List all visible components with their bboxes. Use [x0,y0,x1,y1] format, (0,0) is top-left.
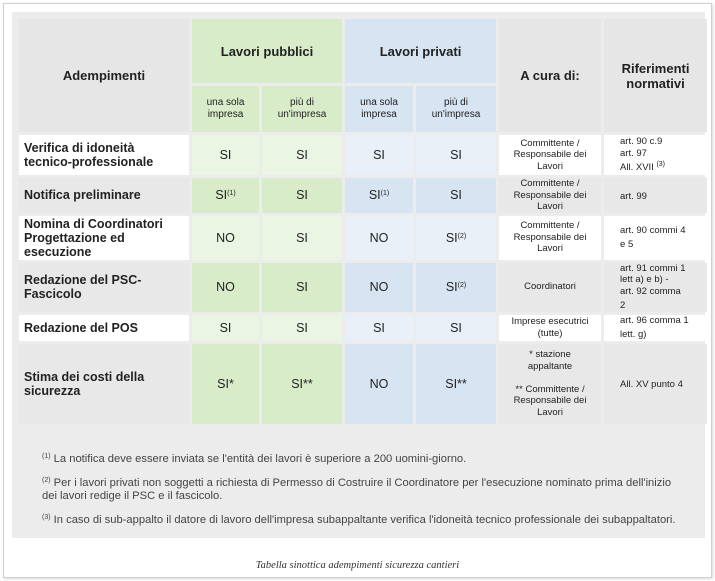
cell-priv-piu-di-una: SI$^{(2)}$ [416,216,496,260]
cell-riferimenti: art. 99 [604,178,707,213]
footnote-text: In caso di sub-appalto il datore di lavoro dell'impresa subappaltante verifica l'idoneità tecnico professionale dei subappaltatori. [53,513,676,526]
footnote-text: La notifica deve essere inviata se l'entità dei lavori è superiore a 200 uomini-giorno. [53,453,467,465]
cell-riferimenti: art. 91 commi 1 lett a) e b) - art. 92 comma 2 [604,263,707,312]
cell-a-cura-di: Imprese esecutrici (tutte) [499,315,601,341]
cell-a-cura-di: Coordinatori [499,263,601,312]
row-label: Redazione del PSC- Fascicolo [19,263,189,312]
table-row [19,263,707,312]
cell-priv-una-sola: NO [345,344,413,424]
cell-pub-una-sola: SI* [192,344,259,424]
cell-riferimenti: All. XV punto 4 [604,344,707,424]
cell-pub-piu-di-una: SI [262,315,342,341]
cell-pub-una-sola: NO [192,263,259,312]
footnote [42,474,682,504]
cell-priv-una-sola: NO [345,263,413,312]
footnote-ref: (1) [380,190,390,198]
subheader-priv-piu-di-una: più di un'impresa [416,86,496,132]
footnote-number: (1) [42,453,51,460]
cell-pub-piu-di-una: SI** [262,344,342,424]
cell-a-cura-di: Committente / Responsabile dei Lavori [499,135,601,175]
footnote-text: Per i lavori privati non soggetti a richiesta di Permesso di Costruire il Coordinatore per l'esecuzione nominato prima dell'inizio dei lavori redige il PSC e il fascicolo. [42,476,672,502]
cell-priv-piu-di-una: SI [416,178,496,213]
footnote-ref: (1) [227,190,236,198]
cell-a-cura-di: * stazione appaltante ** Committente / Responsabile dei Lavori [499,344,601,424]
cell-pub-piu-di-una: SI [262,178,342,213]
header-lavori-privati: Lavori privati [345,19,496,83]
header-riferimenti-normativi [604,19,707,132]
header-riferimenti-line2: normativi [626,75,685,91]
cell-riferimenti: art. 90 c.9 art. 97 All. XVII $^{(3)}$ [604,135,707,175]
footnote-ref: (2) [457,232,467,240]
cell-priv-piu-di-una: SI$^{(2)}$ [416,263,496,312]
cell-riferimenti: art. 90 commi 4 e 5 [604,216,707,260]
header-riferimenti-line1: Riferimenti [621,60,690,76]
cell-pub-piu-di-una: SI [262,216,342,260]
header-adempimenti: Adempimenti [19,19,189,132]
cell-pub-una-sola: SI [192,135,259,175]
cell-priv-una-sola: SI [345,135,413,175]
cell-pub-una-sola: SI$^{(1)}$ [192,178,259,213]
row-label: Stima dei costi della sicurezza [19,344,189,424]
cell-priv-piu-di-una: SI** [416,344,496,424]
header-lavori-pubblici: Lavori pubblici [192,19,342,83]
table-row [19,216,707,260]
figure-frame [3,3,712,578]
table-row [19,344,707,424]
cell-priv-piu-di-una: SI [416,135,496,175]
subheader-pub-piu-di-una: più di un'impresa [262,86,342,132]
table-caption: Tabella sinottica adempimenti sicurezza cantieri [255,560,460,571]
cell-pub-piu-di-una: SI [262,135,342,175]
cell-pub-piu-di-una: SI [262,263,342,312]
table-row [19,315,707,341]
footnote [42,511,682,528]
footnote-ref: (3) [656,161,666,169]
footnote [42,450,682,467]
footnote-number: (3) [42,513,51,521]
table-row [19,135,707,175]
footnote-number: (2) [42,476,51,484]
subheader-pub-una-sola: una sola impresa [192,86,259,132]
footnotes [42,450,682,534]
cell-priv-una-sola: SI$^{(1)}$ [345,178,413,213]
row-label: Nomina di Coordinatori Progettazione ed esecuzione [19,216,189,260]
adempimenti-table [16,16,710,427]
table-row [19,178,707,213]
cell-riferimenti: art. 96 comma 1 lett. g) [604,315,707,341]
cell-priv-una-sola: NO [345,216,413,260]
subheader-priv-una-sola: una sola impresa [345,86,413,132]
cell-pub-una-sola: SI [192,315,259,341]
header-a-cura-di: A cura di: [499,19,601,132]
footnote-ref: (2) [457,282,467,289]
cell-priv-una-sola: SI [345,315,413,341]
cell-pub-una-sola: NO [192,216,259,260]
cell-a-cura-di: Committente / Responsabile dei Lavori [499,216,601,260]
cell-priv-piu-di-una: SI [416,315,496,341]
cell-a-cura-di: Committente / Responsabile dei Lavori [499,178,601,213]
row-label: Redazione del POS [19,315,189,341]
row-label: Verifica di idoneità tecnico-professionale [19,135,189,175]
row-label: Notifica preliminare [19,178,189,213]
